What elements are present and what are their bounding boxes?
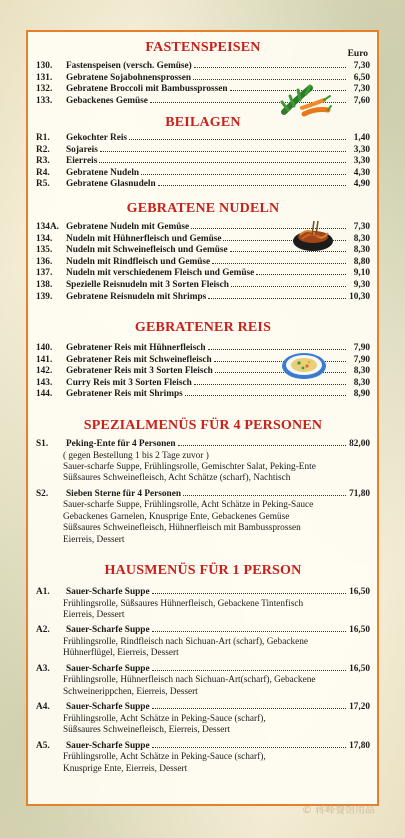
section-title: BEILAGEN — [165, 115, 241, 130]
item-name: Nudeln mit Schweinefleisch und Gemüse — [66, 245, 228, 256]
item-name: Peking-Ente für 4 Personen — [66, 439, 176, 449]
item-price: 16,50 — [349, 625, 370, 636]
menu-item — [36, 587, 370, 599]
item-price: 7,30 — [353, 61, 370, 71]
item-price: 7,90 — [353, 343, 370, 353]
item-description: Knusprige Ente, Eierreis, Dessert — [63, 763, 188, 774]
leader-dots — [193, 79, 346, 80]
item-description: Frühlingsrolle, Hühnerfleisch nach Sichuan-Art(scharf), Gebackene — [63, 675, 316, 686]
leader-dots — [152, 708, 346, 709]
item-description: Sauer-scharfe Suppe, Frühlingsrolle, Acht Schätze in Peking-Sauce — [63, 500, 314, 511]
item-name: Eierreis — [66, 156, 98, 167]
item-name: Nudeln mit Rindfleisch und Gemüse — [66, 256, 211, 267]
leader-dots — [99, 162, 346, 163]
section-title: SPEZIALMENÜS FÜR 4 PERSONEN — [83, 418, 323, 433]
item-price: 8,30 — [353, 366, 370, 377]
item-number: 130. — [36, 61, 53, 71]
item-name: Fastenspeisen (versch. Gemüse) — [66, 61, 192, 71]
item-number: A4. — [36, 702, 50, 713]
menu-item — [36, 61, 370, 73]
section-title: GEBRATENER REIS — [134, 320, 272, 335]
item-number: 131. — [36, 72, 53, 83]
item-price: 9,10 — [353, 268, 370, 279]
item-number: R4. — [36, 167, 50, 178]
item-name: Sieben Sterne für 4 Personen — [66, 488, 181, 499]
leader-dots — [183, 495, 346, 496]
section-title: FASTENSPEISEN — [145, 40, 261, 55]
item-name: Gebackenes Gemüse — [66, 95, 148, 106]
menu-item — [36, 389, 370, 401]
item-number: 140. — [36, 343, 53, 353]
item-name: Spezielle Reisnudeln mit 3 Sorten Fleisch — [66, 279, 229, 290]
section-haus — [36, 563, 370, 779]
menu-item — [36, 145, 370, 157]
leader-dots — [152, 747, 346, 748]
item-price: 17,80 — [349, 740, 370, 751]
item-number: S1. — [36, 439, 49, 449]
leader-dots — [194, 384, 346, 385]
item-number: 136. — [36, 256, 53, 267]
item-number: R2. — [36, 144, 50, 155]
section-title: GEBRATENE NUDELN — [126, 201, 280, 216]
noodle-bowl-icon — [290, 219, 336, 255]
item-number: A2. — [36, 625, 50, 636]
item-number: 134. — [36, 233, 53, 244]
item-number: 139. — [36, 291, 53, 302]
item-name: Gebratene Broccoli mit Bambussprossen — [66, 84, 228, 95]
item-number: 142. — [36, 366, 53, 377]
item-price: 8,80 — [353, 256, 370, 267]
item-price: 1,40 — [353, 133, 370, 143]
item-description: Süßsaures Schweinefleisch, Hühnerfleisch mit Bambussprossen — [63, 523, 301, 534]
item-price: 82,00 — [349, 439, 370, 449]
item-price: 8,30 — [353, 233, 370, 244]
item-description: Frühlingsrolle, Acht Schätze in Peking-Sauce (scharf), — [63, 713, 266, 724]
menu-item — [36, 702, 370, 714]
leader-dots — [212, 263, 346, 264]
item-name: Gebratener Reis mit 3 Sorten Fleisch — [66, 366, 213, 377]
item-number: R1. — [36, 133, 50, 143]
leader-dots — [129, 139, 346, 140]
item-name: Sauer-Scharfe Suppe — [66, 663, 150, 674]
item-number: 137. — [36, 268, 53, 279]
item-description: Süßsaures Schweinefleisch, Eierreis, Dessert — [63, 725, 231, 736]
item-price: 8,30 — [353, 245, 370, 256]
menu-item — [36, 489, 370, 501]
item-name: Gebratene Reisnudeln mit Shrimps — [66, 291, 207, 302]
item-description: Gebackenes Garnelen, Knusprige Ente, Gebackenes Gemüse — [63, 511, 290, 522]
item-description: Hühnerflügel, Eierreis, Dessert — [63, 648, 179, 659]
item-price: 71,80 — [349, 488, 370, 499]
leader-dots — [141, 174, 346, 175]
vegetables-icon — [280, 82, 332, 118]
leader-dots — [152, 593, 346, 594]
menu-item — [36, 741, 370, 753]
item-number: A1. — [36, 587, 50, 597]
menu-item — [36, 292, 370, 304]
item-number: 133. — [36, 95, 53, 106]
item-name: Sauer-Scharfe Suppe — [66, 625, 150, 636]
item-number: S2. — [36, 488, 49, 499]
item-description: Frühlingsrolle, Süßsaures Hühnerfleisch, Gebackene Tintenfisch — [63, 598, 304, 609]
item-name: Gebratener Reis mit Hühnerfleisch — [66, 343, 206, 353]
menu-item — [36, 168, 370, 180]
watermark: © 蒋峰餐馆用品 — [301, 805, 375, 816]
item-number: 138. — [36, 279, 53, 290]
menu-item — [36, 664, 370, 676]
leader-dots — [100, 151, 346, 152]
item-number: A5. — [36, 740, 50, 751]
item-name: Gebratener Reis mit Shrimps — [66, 389, 183, 400]
item-number: A3. — [36, 663, 50, 674]
item-description: Eierreis, Dessert — [63, 534, 125, 545]
item-number: 135. — [36, 245, 53, 256]
item-name: Sauer-Scharfe Suppe — [66, 740, 150, 751]
menu-item — [36, 268, 370, 280]
section-title: HAUSMENÜS FÜR 1 PERSON — [104, 563, 302, 578]
item-name: Sauer-Scharfe Suppe — [66, 702, 150, 713]
item-number: R5. — [36, 179, 50, 190]
leader-dots — [178, 445, 346, 446]
item-price: 9,30 — [353, 279, 370, 290]
item-price: 7,60 — [353, 95, 370, 106]
item-number: R3. — [36, 156, 50, 167]
item-price: 6,50 — [353, 72, 370, 83]
item-number: 143. — [36, 377, 53, 388]
leader-dots — [256, 274, 346, 275]
leader-dots — [158, 185, 346, 186]
leader-dots — [152, 670, 346, 671]
item-price: 7,30 — [353, 84, 370, 95]
item-name: Nudeln mit Hühnerfleisch und Gemüse — [66, 233, 222, 244]
item-description: Eierreis, Dessert — [63, 610, 125, 620]
menu-item — [36, 133, 370, 145]
section-beilagen — [36, 115, 370, 191]
item-name: Sauer-Scharfe Suppe — [66, 587, 150, 597]
item-price: 10,30 — [349, 291, 370, 302]
item-number: 132. — [36, 84, 53, 95]
menu-item — [36, 156, 370, 168]
item-name: Gebratene Nudeln mit Gemüse — [66, 222, 190, 232]
item-name: Sojareis — [66, 144, 98, 155]
item-price: 16,50 — [349, 587, 370, 597]
currency-label: Euro — [347, 49, 368, 59]
item-name: Gekochter Reis — [66, 133, 128, 143]
item-number: 144. — [36, 389, 53, 400]
fried-rice-plate-icon — [280, 349, 328, 381]
item-price: 4,30 — [353, 167, 370, 178]
item-name: Curry Reis mit 3 Sorten Fleisch — [66, 377, 192, 388]
leader-dots — [194, 67, 346, 68]
item-price: 16,50 — [349, 663, 370, 674]
item-price: 8,30 — [353, 377, 370, 388]
item-price: 3,30 — [353, 144, 370, 155]
item-description: Schweinerippchen, Eierreis, Dessert — [63, 686, 198, 697]
section-spezial — [36, 418, 370, 550]
leader-dots — [208, 298, 346, 299]
leader-dots — [185, 395, 346, 396]
item-price: 3,30 — [353, 156, 370, 167]
item-name: Nudeln mit verschiedenem Fleisch und Gemüse — [66, 268, 255, 279]
item-name: Gebratener Reis mit Schweinefleisch — [66, 354, 212, 365]
item-price: 4,90 — [353, 179, 370, 190]
item-price: 8,90 — [353, 389, 370, 400]
leader-dots — [152, 631, 346, 632]
item-name: Gebratene Nudeln — [66, 167, 140, 178]
item-description: Süßsaures Schweinefleisch, Acht Schätze (scharf), Nachtisch — [63, 473, 291, 484]
item-description: Frühlingsrolle, Acht Schätze in Peking-Sauce (scharf), — [63, 752, 266, 763]
menu-item — [36, 257, 370, 269]
item-name: Gebratene Sojabohnensprossen — [66, 72, 192, 83]
menu-item — [36, 280, 370, 292]
item-number: 141. — [36, 354, 53, 365]
item-price: 17,20 — [349, 702, 370, 713]
item-description: Frühlingsrolle, Rindfleisch nach Sichuan-Art (scharf), Gebackene — [63, 637, 308, 647]
menu-item — [36, 439, 370, 451]
menu-item — [36, 179, 370, 191]
leader-dots — [231, 286, 346, 287]
item-price: 7,30 — [353, 222, 370, 232]
item-description: ( gegen Bestellung 1 bis 2 Tage zuvor ) — [63, 450, 209, 461]
item-name: Gebratene Glasnudeln — [66, 179, 156, 190]
item-price: 7,90 — [353, 354, 370, 365]
item-description: Sauer-scharfe Suppe, Frühlingsrolle, Gemischter Salat, Peking-Ente — [63, 462, 316, 472]
item-number: 134A. — [36, 222, 59, 232]
menu-item — [36, 625, 370, 637]
